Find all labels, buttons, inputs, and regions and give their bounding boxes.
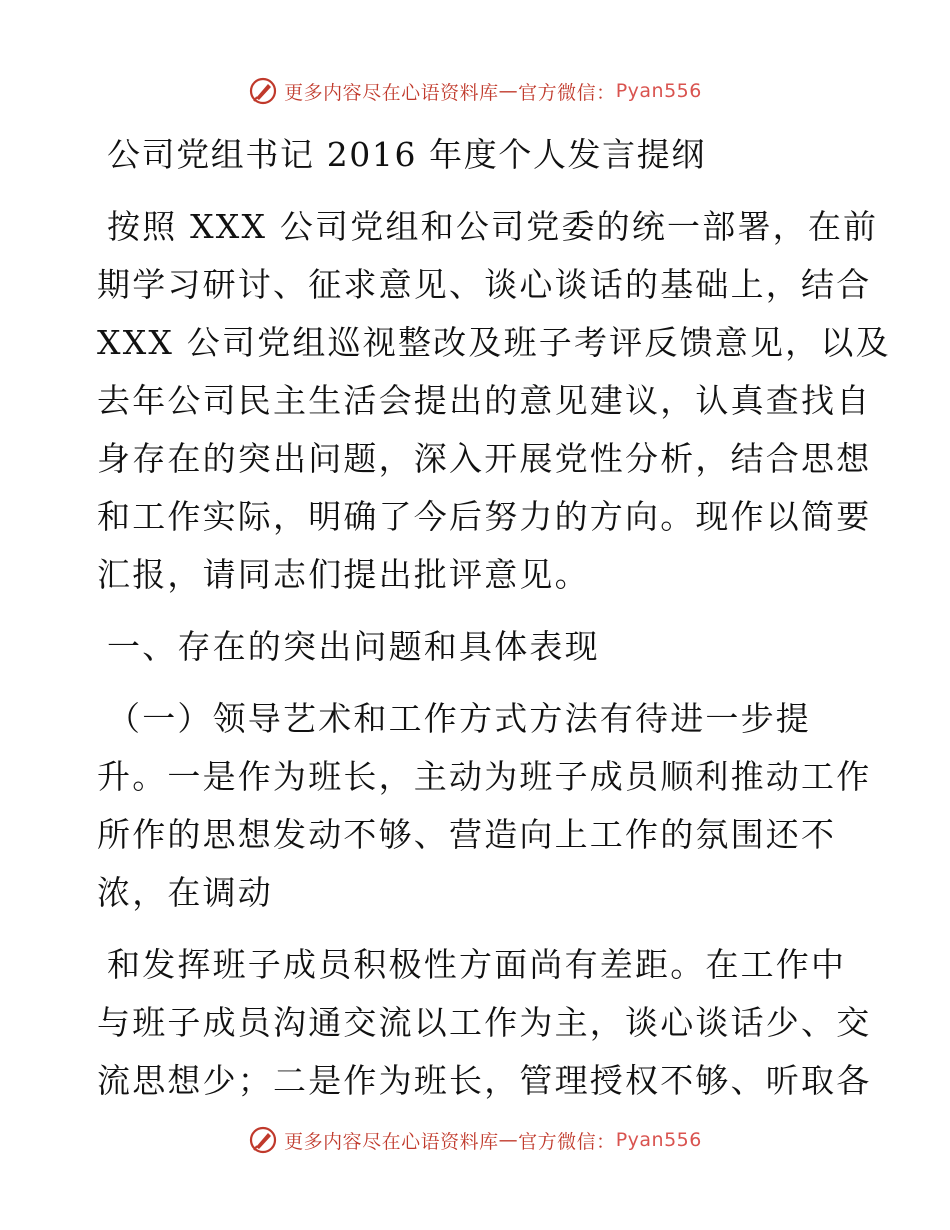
paragraph-line: 和发挥班子成员积极性方面尚有差距。在工作中	[107, 945, 847, 984]
watermark-text: 更多内容尽在心语资料库	[284, 81, 499, 104]
quill-pen-logo-icon	[248, 1125, 278, 1155]
continuation-paragraph	[97, 936, 872, 1110]
paragraph-line: 浓，在调动	[97, 873, 273, 912]
watermark-separator: —	[498, 80, 519, 102]
paragraph-line: 所作的思想发动不够、营造向上工作的氛围还不	[97, 815, 837, 854]
quill-pen-logo-icon	[248, 76, 278, 106]
document-title: 公司党组书记 2016 年度个人发言提纲	[107, 135, 706, 174]
watermark-text: 更多内容尽在心语资料库	[284, 1130, 499, 1153]
paragraph-line: 期学习研讨、征求意见、谈心谈话的基础上，结合	[97, 265, 872, 304]
section-heading: 一、存在的突出问题和具体表现	[107, 627, 600, 666]
paragraph-line: 身存在的突出问题，深入开展党性分析，结合思想	[97, 439, 872, 478]
paragraph-line: 流思想少；二是作为班长，管理授权不够、听取各	[97, 1061, 872, 1100]
paragraph-line: （一）领导艺术和工作方式方法有待进一步提	[107, 699, 811, 738]
paragraph-line: 去年公司民主生活会提出的意见建议，认真查找自	[97, 381, 872, 420]
paragraph-line: 与班子成员沟通交流以工作为主，谈心谈话少、交	[97, 1003, 872, 1042]
watermark-wechat-id: Pyan556	[615, 80, 702, 102]
paragraph-line: XXX 公司党组巡视整改及班子考评反馈意见，以及	[97, 323, 891, 362]
document-body	[97, 126, 891, 1110]
intro-paragraph	[97, 198, 891, 604]
watermark-wechat-id: Pyan556	[615, 1129, 702, 1151]
paragraph-line: 和工作实际，明确了今后努力的方向。现作以简要	[97, 497, 872, 536]
watermark-banner-bottom	[0, 1120, 950, 1160]
sub-paragraph	[97, 690, 872, 922]
watermark-separator: —	[498, 1129, 519, 1151]
watermark-banner-top	[0, 71, 950, 111]
watermark-wechat-label: 官方微信：	[518, 1130, 616, 1153]
paragraph-line: 升。一是作为班长，主动为班子成员顺利推动工作	[97, 757, 872, 796]
paragraph-line: 汇报，请同志们提出批评意见。	[97, 555, 590, 594]
paragraph-line: 按照 XXX 公司党组和公司党委的统一部署，在前	[107, 207, 879, 246]
watermark-wechat-label: 官方微信：	[518, 81, 616, 104]
